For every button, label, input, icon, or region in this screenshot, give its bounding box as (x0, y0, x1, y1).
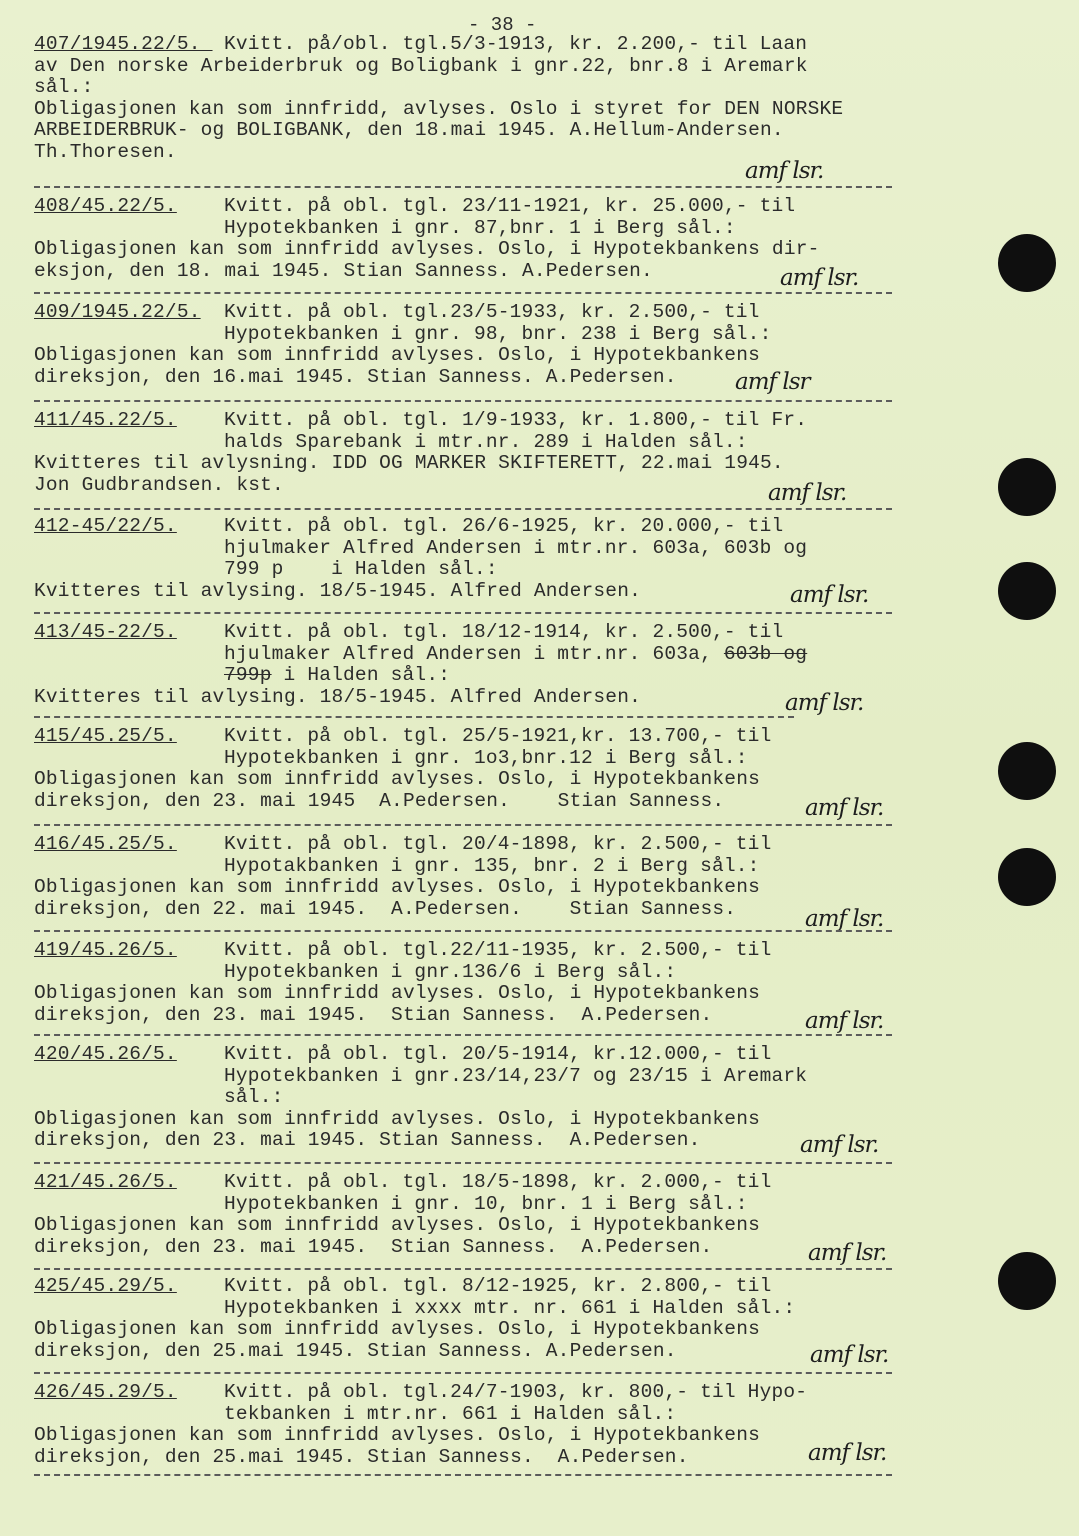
entry-ref: 416/45.25/5. (34, 833, 177, 855)
entry-line: Obligasjonen kan som innfridd avlyses. Oslo, i Hypotekbankens (34, 1424, 761, 1446)
entry-line: Kvitt. på obl. tgl. 23/11-1921, kr. 25.000,- til (224, 195, 796, 217)
entry-line: direksjon, den 16.mai 1945. Stian Sanness. A.Pedersen. (34, 365, 677, 388)
entry-line: Obligasjonen kan som innfridd avlyses. Oslo, i Hypotekbankens (34, 1214, 761, 1236)
entry-line: sål.: (34, 76, 94, 98)
entry-ref: 415/45.25/5. (34, 725, 177, 747)
entry-line: Hypotekbanken i gnr. 87,bnr. 1 i Berg sål.: (224, 216, 736, 239)
separator (34, 508, 892, 510)
entry-line: Kvitt. på obl. tgl. 20/5-1914, kr.12.000,- til (224, 1043, 772, 1065)
entry-line: Kvitt. på obl. tgl. 18/5-1898, kr. 2.000,- til (224, 1171, 772, 1193)
entry-line: Kvitt. på obl. tgl. 8/12-1925, kr. 2.800,- til (224, 1275, 772, 1297)
separator (34, 1268, 892, 1270)
entry-line: Obligasjonen kan som innfridd avlyses. Oslo, i Hypotekbankens (34, 768, 761, 790)
entry-line: Kvitt. på obl. tgl. 18/12-1914, kr. 2.500,- til (224, 621, 784, 643)
entry-421 (34, 1172, 914, 1258)
entry-line: Kvitt. på obl. tgl. 26/6-1925, kr. 20.000,- til (224, 515, 784, 537)
entry-line: Kvitteres til avlysing. 18/5-1945. Alfred Andersen. (34, 685, 641, 708)
entry-line: Obligasjonen kan som innfridd avlyses. Oslo, i Hypotekbankens (34, 876, 761, 898)
entry-line: ARBEIDERBRUK- og BOLIGBANK, den 18.mai 1945. A.Hellum-Andersen. (34, 119, 784, 141)
entry-ref: 419/45.26/5. (34, 939, 177, 961)
handwritten-mark: amf lsr. (785, 690, 864, 716)
entry-line: direksjon, den 23. mai 1945 A.Pedersen. Stian Sanness. (34, 789, 725, 812)
handwritten-mark: amf lsr. (808, 1440, 887, 1466)
separator (34, 186, 892, 188)
entry-ref: 420/45.26/5. (34, 1043, 177, 1065)
struck-text: 799p (224, 664, 272, 686)
handwritten-mark: amf lsr. (768, 480, 847, 506)
handwritten-mark: amf lsr. (805, 795, 884, 821)
entry-line: Obligasjonen kan som innfridd avlyses. Oslo, i Hypotekbankens (34, 1318, 761, 1340)
entry-415 (34, 726, 914, 812)
handwritten-mark: amf lsr. (780, 265, 859, 291)
entry-line: Obligasjonen kan som innfridd avlyses. Oslo, i Hypotekbankens dir- (34, 238, 820, 260)
entry-line: Kvitt. på obl. tgl.24/7-1903, kr. 800,- til Hypo- (224, 1381, 808, 1403)
separator (34, 1474, 892, 1476)
separator (34, 824, 892, 826)
entry-line: direksjon, den 25.mai 1945. Stian Sanness. A.Pedersen. (34, 1445, 689, 1468)
entry-413 (34, 622, 914, 708)
entry-line: Kvitteres til avlysing. 18/5-1945. Alfred Andersen. (34, 579, 641, 602)
struck-text: 603b og (723, 642, 808, 665)
entry-line: Hypotekbanken i gnr. 98, bnr. 238 i Berg sål.: (224, 322, 772, 345)
punch-hole (998, 742, 1056, 800)
entry-416 (34, 834, 914, 920)
handwritten-mark: amf lsr. (808, 1240, 887, 1266)
entry-line: Obligasjonen kan som innfridd, avlyses. Oslo i styret for DEN NORSKE (34, 97, 844, 120)
entry-line: Kvitt. på obl. tgl. 1/9-1933, kr. 1.800,- til Fr. (224, 409, 808, 431)
entry-ref: 409/1945.22/5. (34, 301, 201, 323)
punch-hole (998, 234, 1056, 292)
entry-407 (34, 34, 914, 163)
entry-line: hjulmaker Alfred Andersen i mtr.nr. 603a, (224, 642, 712, 665)
entry-line: halds Sparebank i mtr.nr. 289 i Halden sål.: (224, 430, 748, 453)
separator (34, 716, 794, 718)
separator (34, 400, 892, 402)
entry-line: Kvitt. på obl. tgl.23/5-1933, kr. 2.500,- til (224, 301, 760, 323)
entry-line: Kvitt. på obl. tgl. 20/4-1898, kr. 2.500,- til (224, 833, 772, 855)
separator (34, 1162, 892, 1164)
entry-line: Obligasjonen kan som innfridd avlyses. Oslo, i Hypotekbankens (34, 982, 761, 1004)
entry-line: direksjon, den 25.mai 1945. Stian Sanness. A.Pedersen. (34, 1339, 677, 1362)
entry-line: 799 p i Halden sål.: (224, 558, 498, 580)
entry-419 (34, 940, 914, 1026)
separator (34, 1372, 892, 1374)
separator (34, 930, 892, 932)
entry-line: Jon Gudbrandsen. kst. (34, 473, 284, 496)
entry-ref: 411/45.22/5. (34, 409, 177, 431)
separator (34, 292, 892, 294)
entry-line: Hypotekbanken i xxxx mtr. nr. 661 i Halden sål.: (224, 1296, 796, 1319)
entry-412 (34, 516, 914, 602)
entry-line: direksjon, den 22. mai 1945. A.Pedersen. Stian Sanness. (34, 897, 737, 920)
punch-hole (998, 1252, 1056, 1310)
entry-426 (34, 1382, 914, 1468)
entry-ref: 426/45.29/5. (34, 1381, 177, 1403)
entry-line: Hypotakbanken i gnr. 135, bnr. 2 i Berg sål.: (224, 854, 760, 877)
handwritten-mark: amf lsr. (805, 906, 884, 932)
entry-line: Kvitt. på obl. tgl. 25/5-1921,kr. 13.700,- til (224, 725, 772, 747)
entry-ref: 412-45/22/5. (34, 515, 177, 537)
entry-line: Obligasjonen kan som innfridd avlyses. Oslo, i Hypotekbankens (34, 344, 761, 366)
page-number: - 38 - (468, 14, 537, 36)
entry-line: Obligasjonen kan som innfridd avlyses. Oslo, i Hypotekbankens (34, 1107, 761, 1130)
entry-line: Hypotekbanken i gnr.136/6 i Berg sål.: (224, 960, 677, 983)
handwritten-mark: amf lsr. (790, 582, 869, 608)
entry-ref: 413/45-22/5. (34, 621, 177, 643)
punch-hole (998, 458, 1056, 516)
entry-line: Hypotekbanken i gnr. 10, bnr. 1 i Berg sål.: (224, 1192, 748, 1215)
entry-line: i Halden sål.: (283, 664, 451, 686)
entry-line: direksjon, den 23. mai 1945. Stian Sanness. A.Pedersen. (34, 1003, 713, 1026)
entry-line: direksjon, den 23. mai 1945. Stian Sanness. A.Pedersen. (34, 1235, 713, 1258)
entry-ref: 408/45.22/5. (34, 195, 177, 217)
entry-line: hjulmaker Alfred Andersen i mtr.nr. 603a, 603b og (224, 536, 808, 559)
entry-line: Hypotekbanken i gnr. 1o3,bnr.12 i Berg sål.: (224, 746, 748, 769)
entry-line: sål.: (224, 1086, 284, 1108)
entry-ref: 421/45.26/5. (34, 1171, 177, 1193)
handwritten-mark: amf lsr. (810, 1342, 889, 1368)
entry-ref: 425/45.29/5. (34, 1275, 177, 1297)
entry-line: Kvitt. på obl. tgl.22/11-1935, kr. 2.500,- til (224, 939, 772, 961)
punch-hole (998, 848, 1056, 906)
entry-425 (34, 1276, 914, 1362)
punch-hole (998, 562, 1056, 620)
entry-ref: 407/1945.22/5._ (34, 33, 213, 55)
handwritten-mark: amf lsr. (800, 1132, 879, 1158)
entry-line: Kvitt. på/obl. tgl.5/3-1913, kr. 2.200,- til Laan (224, 33, 808, 55)
entry-line: Th.Thoresen. (34, 140, 177, 163)
entry-line: Kvitteres til avlysning. IDD OG MARKER SKIFTERETT, 22.mai 1945. (34, 452, 784, 474)
separator (34, 612, 892, 614)
entry-line: av Den norske Arbeiderbruk og Boligbank i gnr.22, bnr.8 i Aremark (34, 54, 808, 77)
entry-line: tekbanken i mtr.nr. 661 i Halden sål.: (224, 1402, 677, 1425)
entry-420 (34, 1044, 914, 1152)
handwritten-mark: amf lsr. (805, 1008, 884, 1034)
handwritten-mark: amf lsr. (745, 158, 824, 184)
entry-line: Hypotekbanken i gnr.23/14,23/7 og 23/15 i Aremark (224, 1064, 808, 1087)
handwritten-mark: amf lsr (735, 369, 810, 395)
entry-line: eksjon, den 18. mai 1945. Stian Sanness. A.Pedersen. (34, 259, 653, 282)
entry-line: direksjon, den 23. mai 1945. Stian Sanness. A.Pedersen. (34, 1129, 701, 1151)
separator (34, 1034, 892, 1036)
